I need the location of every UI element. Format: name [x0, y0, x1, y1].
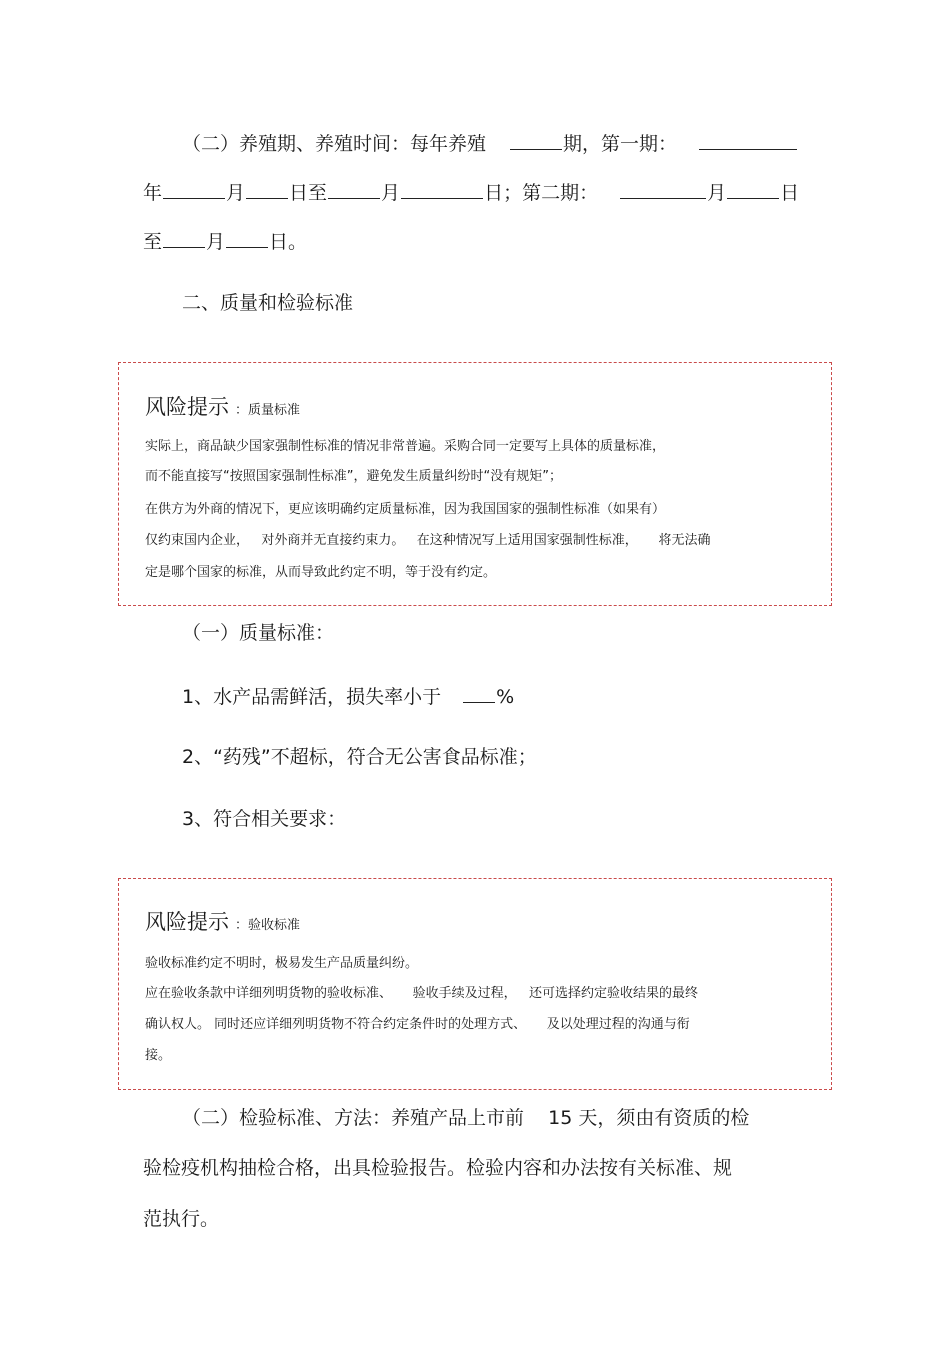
blank-period-count [510, 131, 562, 150]
period-line-1: （二）养殖期、养殖时间：每年养殖 期，第一期： [182, 131, 798, 156]
risk-text-line: 应在验收条款中详细列明货物的验收标准、 验收手续及过程， 还可选择约定验收结果的最终 [145, 986, 699, 1001]
blank-second-day [727, 180, 779, 199]
risk-text-line: 实际上，商品缺少国家强制性标准的情况非常普遍。采购合同一定要写上具体的质量标准， [145, 439, 666, 454]
risk-box-acceptance [118, 878, 832, 1090]
risk-box-subtitle: ：质量标准 [235, 403, 301, 418]
inspection-line-2: 验检疫机构抽检合格，出具检验报告。检验内容和办法按有关标准、规 [143, 1157, 733, 1179]
risk-box-title: 风险提示 ：质量标准 [145, 395, 301, 419]
quality-item-3: 3、符合相关要求： [182, 808, 347, 830]
risk-text-line: 仅约束国内企业， 对外商并无直接约束力。 在这种情况写上适用国家强制性标准， 将无法确 [145, 533, 711, 548]
blank-loss-rate [463, 684, 495, 703]
inspection-line-3: 范执行。 [143, 1208, 220, 1230]
risk-box-quality [118, 362, 832, 606]
risk-text-line: 验收标准约定不明时，极易发生产品质量纠纷。 [145, 956, 419, 971]
blank-second-end-day [226, 229, 268, 248]
quality-heading: （一）质量标准： [182, 622, 335, 644]
risk-text-line: 定是哪个国家的标准，从而导致此约定不明，等于没有约定。 [145, 565, 497, 580]
risk-text-line: 而不能直接写“按照国家强制性标准”，避免发生质量纠纷时“没有规矩”； [145, 469, 562, 484]
period-line-2: 年 月 日至 月 日；第二期： 月 日 [143, 182, 800, 204]
risk-box-subtitle: ：验收标准 [235, 918, 301, 933]
blank-first-end-day [401, 180, 483, 199]
quality-item-1: 1、水产品需鲜活，损失率小于 % [182, 686, 515, 708]
section-heading-quality-inspection: 二、质量和检验标准 [182, 292, 354, 314]
risk-text-line: 确认权人。 同时还应详细列明货物不符合约定条件时的处理方式、 及以处理过程的沟通与衔 [145, 1017, 690, 1032]
blank-first-period-year [699, 131, 797, 150]
blank-first-month [163, 180, 225, 199]
blank-second-end-month [163, 229, 205, 248]
risk-text-line: 接。 [145, 1048, 172, 1063]
quality-item-2: 2、“药残”不超标，符合无公害食品标准； [182, 746, 537, 768]
period-line-3: 至 月 日。 [143, 231, 308, 253]
risk-text-line: 在供方为外商的情况下，更应该明确约定质量标准，因为我国国家的强制性标准（如果有） [145, 502, 666, 517]
risk-box-title: 风险提示 ：验收标准 [145, 910, 301, 934]
blank-first-end-month [328, 180, 380, 199]
blank-first-day [246, 180, 288, 199]
blank-second-month [620, 180, 706, 199]
inspection-line-1: （二）检验标准、方法：养殖产品上市前 15 天，须由有资质的检 [182, 1107, 750, 1129]
